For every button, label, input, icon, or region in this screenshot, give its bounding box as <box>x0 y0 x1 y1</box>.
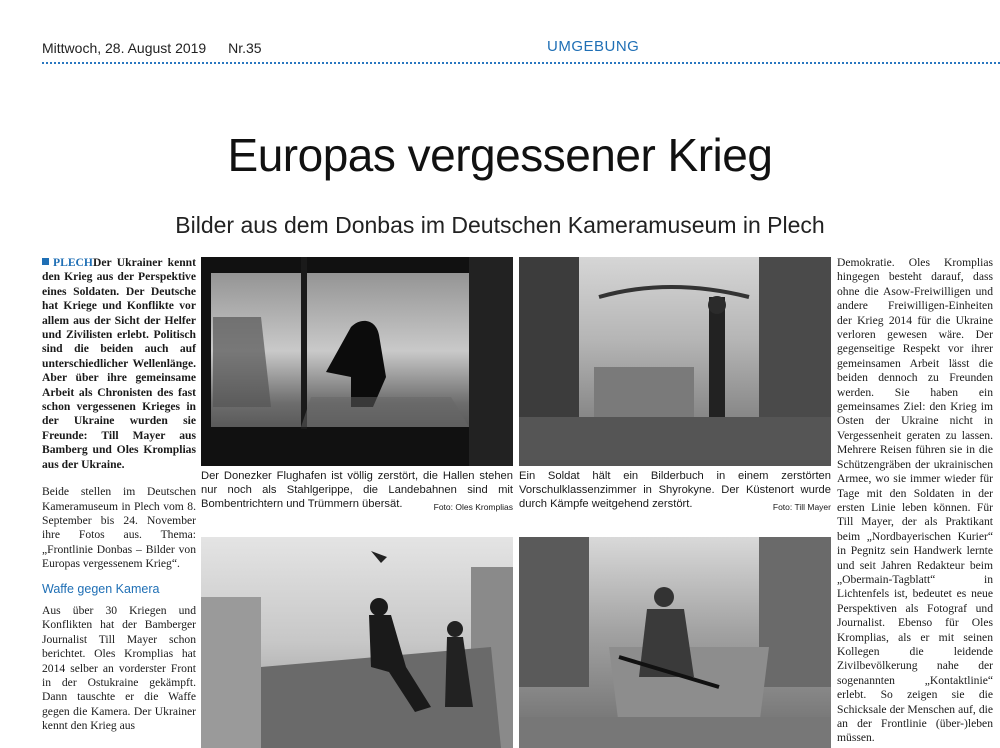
caption-text: Ein Soldat hält ein Bilderbuch in einem zerstörten Vorschulklassenzimmer in Shyrokyne. Der Küstenort wurde durch Kämpfe weitgehend zerstört. <box>519 470 831 510</box>
photo-credit: Foto: Till Mayer <box>772 502 831 512</box>
subheading: Waffe gegen Kamera <box>42 581 160 596</box>
photo-credit: Foto: Oles Kromplias <box>433 502 513 512</box>
right-column <box>837 256 993 746</box>
photo-soldier-armchair <box>519 537 831 748</box>
photo-soldier-classroom <box>519 257 831 466</box>
photo-soldiers-rooftop <box>201 537 513 748</box>
photo-caption <box>201 469 513 514</box>
lead-paragraph <box>42 256 196 472</box>
issue-number: Nr.35 <box>228 40 262 56</box>
caption-text: Der Donezker Flughafen ist völlig zerstört, die Hallen stehen nur noch als Stahlgerippe, die Landebahnen sind mit Bombentrichtern und Trümmern übersät. <box>201 470 513 510</box>
right-column-text: Demokratie. Oles Kromplias hingegen besteht darauf, dass ohne die Asow-Freiwilligen und andere Freiwilligen-Einheiten der Krieg 2014 für die Ukraine verloren gewesen wäre. Der gegenseitige Respekt vor ihrer gemeinsamen Arbeit lässt die beiden dennoch zu Freunden werden. Sie haben ein gemeinsames Ziel: den Krieg im Osten der Ukraine nicht in Vergessenheit geraten zu lassen. Mehrere Reisen führen sie in die Schützengräben der ukrainischen Armee, wo sie immer wieder für Tage mit den Soldaten in der ersten Linie leben können. Für Till Mayer, der als Praktikant beim „Nordbayerischen Kurier“ in Pegnitz sein Handwerk lernte und seit Jahren Redakteur beim „Obermain-Tagblatt“ in Lichtenfels ist, bedeutet es neue Perspektiven als Fotograf und Journalist. Ebenso für Oles Kromplias, als er mit seinen Kollegen die leidende Zivilbevölkerung nahe der sogenannten „Kontaktlinie“ erlebt. So zeigen sie die Schicksale der Menschen auf, die an der Frontlinie (über-)leben müssen. <box>837 256 993 745</box>
left-column <box>42 256 196 734</box>
body-paragraph-1: Beide stellen im Deutschen Kameramuseum in Plech vom 8. September bis 24. November ihre Fotos aus. Thema: „Frontlinie Donbas – Bilder von Europas vergessenem Krieg“. <box>42 485 196 571</box>
bullet-square-icon <box>42 258 49 265</box>
headline: Europas vergessener Krieg <box>227 129 773 181</box>
issue-date: Mittwoch, 28. August 2019 <box>42 40 207 56</box>
section-title: UMGEBUNG <box>547 38 640 55</box>
dateline: PLECH <box>53 256 93 269</box>
photo-caption <box>519 469 831 514</box>
issue-info <box>42 40 262 56</box>
lead-text: Der Ukrainer kennt den Krieg aus der Perspektive eines Soldaten. Der Deutsche hat Kriege und Konflikte vor allem aus der Sicht der Helfer und Zivilisten erlebt. Politisch sind die beiden auch auf unterschiedlicher Wellenlänge. Aber über ihre gemeinsame Arbeit als Chronisten des fast schon vergessenen Krieges in der Ukraine wurden sie Freunde: Till Mayer aus Bamberg und Oles Kromplias aus der Ukraine. <box>42 256 196 471</box>
photo-airport <box>201 257 513 466</box>
header-divider <box>42 62 1000 64</box>
body-paragraph-2: Aus über 30 Kriegen und Konflikten hat der Bamberger Journalist Till Mayer schon berichtet. Oles Kromplias hat 2014 selber an vorderster Front in der Ostukraine gekämpft. Dann tauschte er die Waffe gegen die Kamera. Der Ukrainer kennt den Krieg aus <box>42 603 196 733</box>
subheadline: Bilder aus dem Donbas im Deutschen Kameramuseum in Plech <box>175 212 825 238</box>
